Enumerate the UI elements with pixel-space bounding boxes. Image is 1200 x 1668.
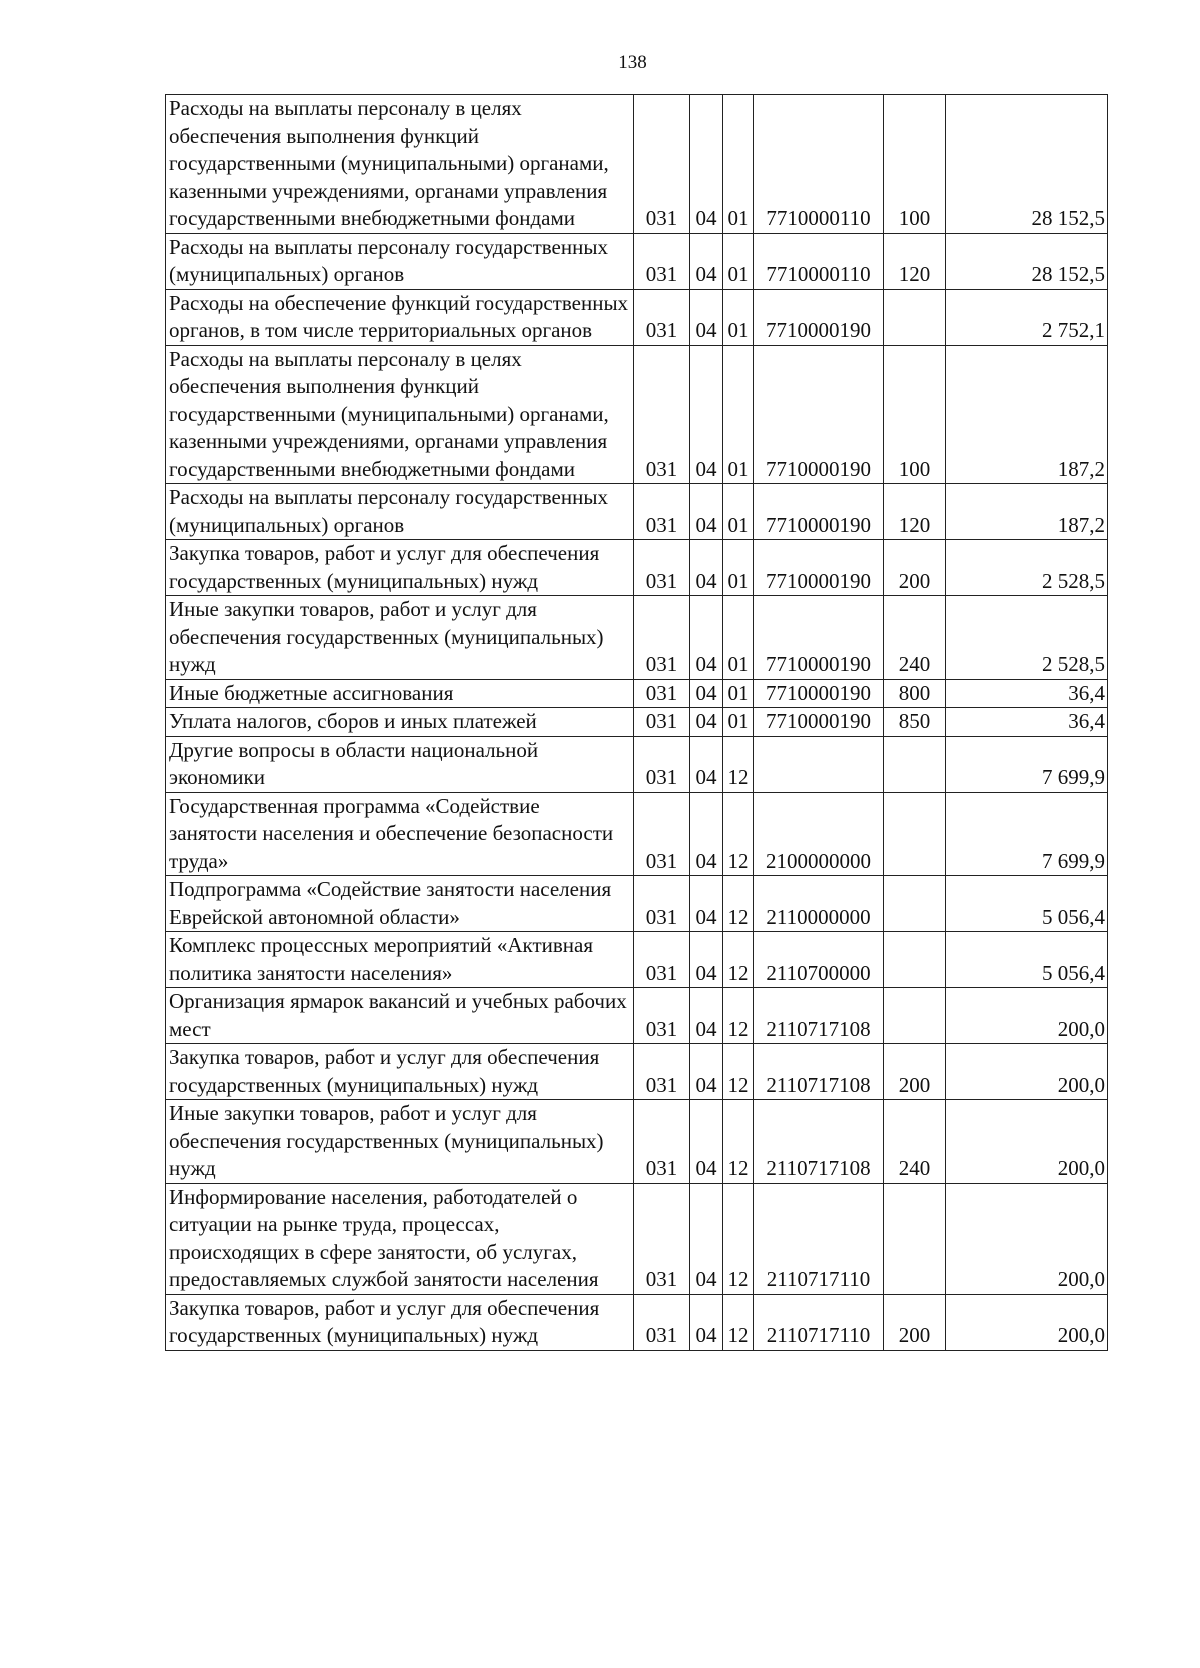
admin-code-cell: 031: [634, 1183, 690, 1294]
table-row: [166, 988, 1108, 1044]
amount-cell: 187,2: [946, 345, 1108, 484]
table-row: [166, 876, 1108, 932]
expense-name-cell: Расходы на выплаты персоналу государственных (муниципальных) органов: [166, 233, 634, 289]
target-article-cell: 7710000190: [754, 484, 884, 540]
subsection-code-cell: 12: [723, 932, 754, 988]
admin-code-cell: 031: [634, 708, 690, 737]
amount-cell: 200,0: [946, 1294, 1108, 1350]
section-code-cell: 04: [690, 932, 723, 988]
target-article-cell: 2110700000: [754, 932, 884, 988]
expense-name-cell: Другие вопросы в области национальной экономики: [166, 736, 634, 792]
subsection-code-cell: 12: [723, 1294, 754, 1350]
table-row: [166, 1183, 1108, 1294]
admin-code-cell: 031: [634, 876, 690, 932]
admin-code-cell: 031: [634, 988, 690, 1044]
target-article-cell: 7710000110: [754, 95, 884, 234]
target-article-cell: 7710000110: [754, 233, 884, 289]
target-article-cell: 7710000190: [754, 540, 884, 596]
expense-name-cell: Расходы на выплаты персоналу в целях обеспечения выполнения функций государственными (муниципальными) органами, казенными учреждениями, органами управления государственными внебюджетными фондами: [166, 345, 634, 484]
section-code-cell: 04: [690, 289, 723, 345]
admin-code-cell: 031: [634, 679, 690, 708]
expense-type-cell: 200: [884, 1294, 946, 1350]
amount-cell: 200,0: [946, 1183, 1108, 1294]
budget-table-body: [166, 95, 1108, 1351]
section-code-cell: 04: [690, 679, 723, 708]
expense-name-cell: Иные закупки товаров, работ и услуг для обеспечения государственных (муниципальных) нужд: [166, 1100, 634, 1184]
expense-type-cell: [884, 792, 946, 876]
subsection-code-cell: 01: [723, 289, 754, 345]
target-article-cell: 7710000190: [754, 345, 884, 484]
table-row: [166, 1100, 1108, 1184]
subsection-code-cell: 12: [723, 792, 754, 876]
subsection-code-cell: 01: [723, 596, 754, 680]
amount-cell: 2 528,5: [946, 596, 1108, 680]
amount-cell: 5 056,4: [946, 932, 1108, 988]
expense-type-cell: 100: [884, 345, 946, 484]
admin-code-cell: 031: [634, 736, 690, 792]
expense-type-cell: 800: [884, 679, 946, 708]
expense-name-cell: Закупка товаров, работ и услуг для обеспечения государственных (муниципальных) нужд: [166, 1294, 634, 1350]
table-row: [166, 596, 1108, 680]
expense-name-cell: Комплекс процессных мероприятий «Активная политика занятости населения»: [166, 932, 634, 988]
expense-type-cell: 240: [884, 596, 946, 680]
expense-type-cell: [884, 736, 946, 792]
admin-code-cell: 031: [634, 1294, 690, 1350]
target-article-cell: 2110717110: [754, 1294, 884, 1350]
expense-name-cell: Уплата налогов, сборов и иных платежей: [166, 708, 634, 737]
admin-code-cell: 031: [634, 540, 690, 596]
subsection-code-cell: 01: [723, 708, 754, 737]
expense-type-cell: [884, 988, 946, 1044]
subsection-code-cell: 12: [723, 876, 754, 932]
expense-type-cell: 200: [884, 1044, 946, 1100]
expense-type-cell: [884, 1183, 946, 1294]
expense-type-cell: [884, 932, 946, 988]
admin-code-cell: 031: [634, 95, 690, 234]
amount-cell: 200,0: [946, 1100, 1108, 1184]
section-code-cell: 04: [690, 596, 723, 680]
expense-type-cell: 240: [884, 1100, 946, 1184]
target-article-cell: 2110000000: [754, 876, 884, 932]
expense-name-cell: Расходы на выплаты персоналу государственных (муниципальных) органов: [166, 484, 634, 540]
admin-code-cell: 031: [634, 596, 690, 680]
amount-cell: 7 699,9: [946, 792, 1108, 876]
section-code-cell: 04: [690, 345, 723, 484]
expense-name-cell: Расходы на обеспечение функций государственных органов, в том числе территориальных органов: [166, 289, 634, 345]
target-article-cell: 7710000190: [754, 596, 884, 680]
expense-name-cell: Информирование населения, работодателей о ситуации на рынке труда, процессах, происходящих в сфере занятости, об услугах, предоставляемых службой занятости населения: [166, 1183, 634, 1294]
table-row: [166, 736, 1108, 792]
target-article-cell: [754, 736, 884, 792]
section-code-cell: 04: [690, 1100, 723, 1184]
amount-cell: 36,4: [946, 708, 1108, 737]
expense-name-cell: Государственная программа «Содействие занятости населения и обеспечение безопасности труда»: [166, 792, 634, 876]
expense-name-cell: Иные закупки товаров, работ и услуг для обеспечения государственных (муниципальных) нужд: [166, 596, 634, 680]
admin-code-cell: 031: [634, 932, 690, 988]
section-code-cell: 04: [690, 233, 723, 289]
page-number: 138: [618, 52, 647, 73]
subsection-code-cell: 01: [723, 540, 754, 596]
table-row: [166, 289, 1108, 345]
table-row: [166, 932, 1108, 988]
section-code-cell: 04: [690, 792, 723, 876]
table-row: [166, 679, 1108, 708]
expense-name-cell: Расходы на выплаты персоналу в целях обеспечения выполнения функций государственными (муниципальными) органами, казенными учреждениями, органами управления государственными внебюджетными фондами: [166, 95, 634, 234]
amount-cell: 28 152,5: [946, 95, 1108, 234]
target-article-cell: 7710000190: [754, 708, 884, 737]
section-code-cell: 04: [690, 876, 723, 932]
section-code-cell: 04: [690, 708, 723, 737]
subsection-code-cell: 12: [723, 1100, 754, 1184]
section-code-cell: 04: [690, 988, 723, 1044]
expense-type-cell: 100: [884, 95, 946, 234]
amount-cell: 200,0: [946, 1044, 1108, 1100]
target-article-cell: 7710000190: [754, 679, 884, 708]
table-row: [166, 233, 1108, 289]
expense-name-cell: Иные бюджетные ассигнования: [166, 679, 634, 708]
target-article-cell: 2110717108: [754, 1044, 884, 1100]
subsection-code-cell: 12: [723, 988, 754, 1044]
admin-code-cell: 031: [634, 289, 690, 345]
amount-cell: 5 056,4: [946, 876, 1108, 932]
amount-cell: 2 752,1: [946, 289, 1108, 345]
admin-code-cell: 031: [634, 233, 690, 289]
expense-type-cell: 200: [884, 540, 946, 596]
section-code-cell: 04: [690, 1183, 723, 1294]
table-row: [166, 540, 1108, 596]
target-article-cell: 2110717108: [754, 1100, 884, 1184]
section-code-cell: 04: [690, 484, 723, 540]
section-code-cell: 04: [690, 1044, 723, 1100]
amount-cell: 2 528,5: [946, 540, 1108, 596]
subsection-code-cell: 01: [723, 233, 754, 289]
target-article-cell: 2100000000: [754, 792, 884, 876]
subsection-code-cell: 01: [723, 679, 754, 708]
table-row: [166, 1044, 1108, 1100]
section-code-cell: 04: [690, 1294, 723, 1350]
section-code-cell: 04: [690, 540, 723, 596]
subsection-code-cell: 12: [723, 1183, 754, 1294]
section-code-cell: 04: [690, 736, 723, 792]
target-article-cell: 7710000190: [754, 289, 884, 345]
table-row: [166, 95, 1108, 234]
subsection-code-cell: 12: [723, 736, 754, 792]
table-row: [166, 484, 1108, 540]
table-row: [166, 345, 1108, 484]
expense-type-cell: [884, 876, 946, 932]
amount-cell: 36,4: [946, 679, 1108, 708]
expense-type-cell: [884, 289, 946, 345]
amount-cell: 7 699,9: [946, 736, 1108, 792]
admin-code-cell: 031: [634, 1044, 690, 1100]
amount-cell: 28 152,5: [946, 233, 1108, 289]
target-article-cell: 2110717110: [754, 1183, 884, 1294]
amount-cell: 200,0: [946, 988, 1108, 1044]
expense-name-cell: Закупка товаров, работ и услуг для обеспечения государственных (муниципальных) нужд: [166, 540, 634, 596]
expense-type-cell: 850: [884, 708, 946, 737]
expense-type-cell: 120: [884, 233, 946, 289]
expense-name-cell: Организация ярмарок вакансий и учебных рабочих мест: [166, 988, 634, 1044]
subsection-code-cell: 01: [723, 345, 754, 484]
expense-name-cell: Подпрограмма «Содействие занятости населения Еврейской автономной области»: [166, 876, 634, 932]
subsection-code-cell: 01: [723, 95, 754, 234]
expense-name-cell: Закупка товаров, работ и услуг для обеспечения государственных (муниципальных) нужд: [166, 1044, 634, 1100]
subsection-code-cell: 12: [723, 1044, 754, 1100]
table-row: [166, 708, 1108, 737]
admin-code-cell: 031: [634, 484, 690, 540]
admin-code-cell: 031: [634, 1100, 690, 1184]
table-row: [166, 1294, 1108, 1350]
admin-code-cell: 031: [634, 345, 690, 484]
expense-type-cell: 120: [884, 484, 946, 540]
subsection-code-cell: 01: [723, 484, 754, 540]
admin-code-cell: 031: [634, 792, 690, 876]
section-code-cell: 04: [690, 95, 723, 234]
target-article-cell: 2110717108: [754, 988, 884, 1044]
amount-cell: 187,2: [946, 484, 1108, 540]
table-row: [166, 792, 1108, 876]
budget-table: [165, 94, 1108, 1351]
